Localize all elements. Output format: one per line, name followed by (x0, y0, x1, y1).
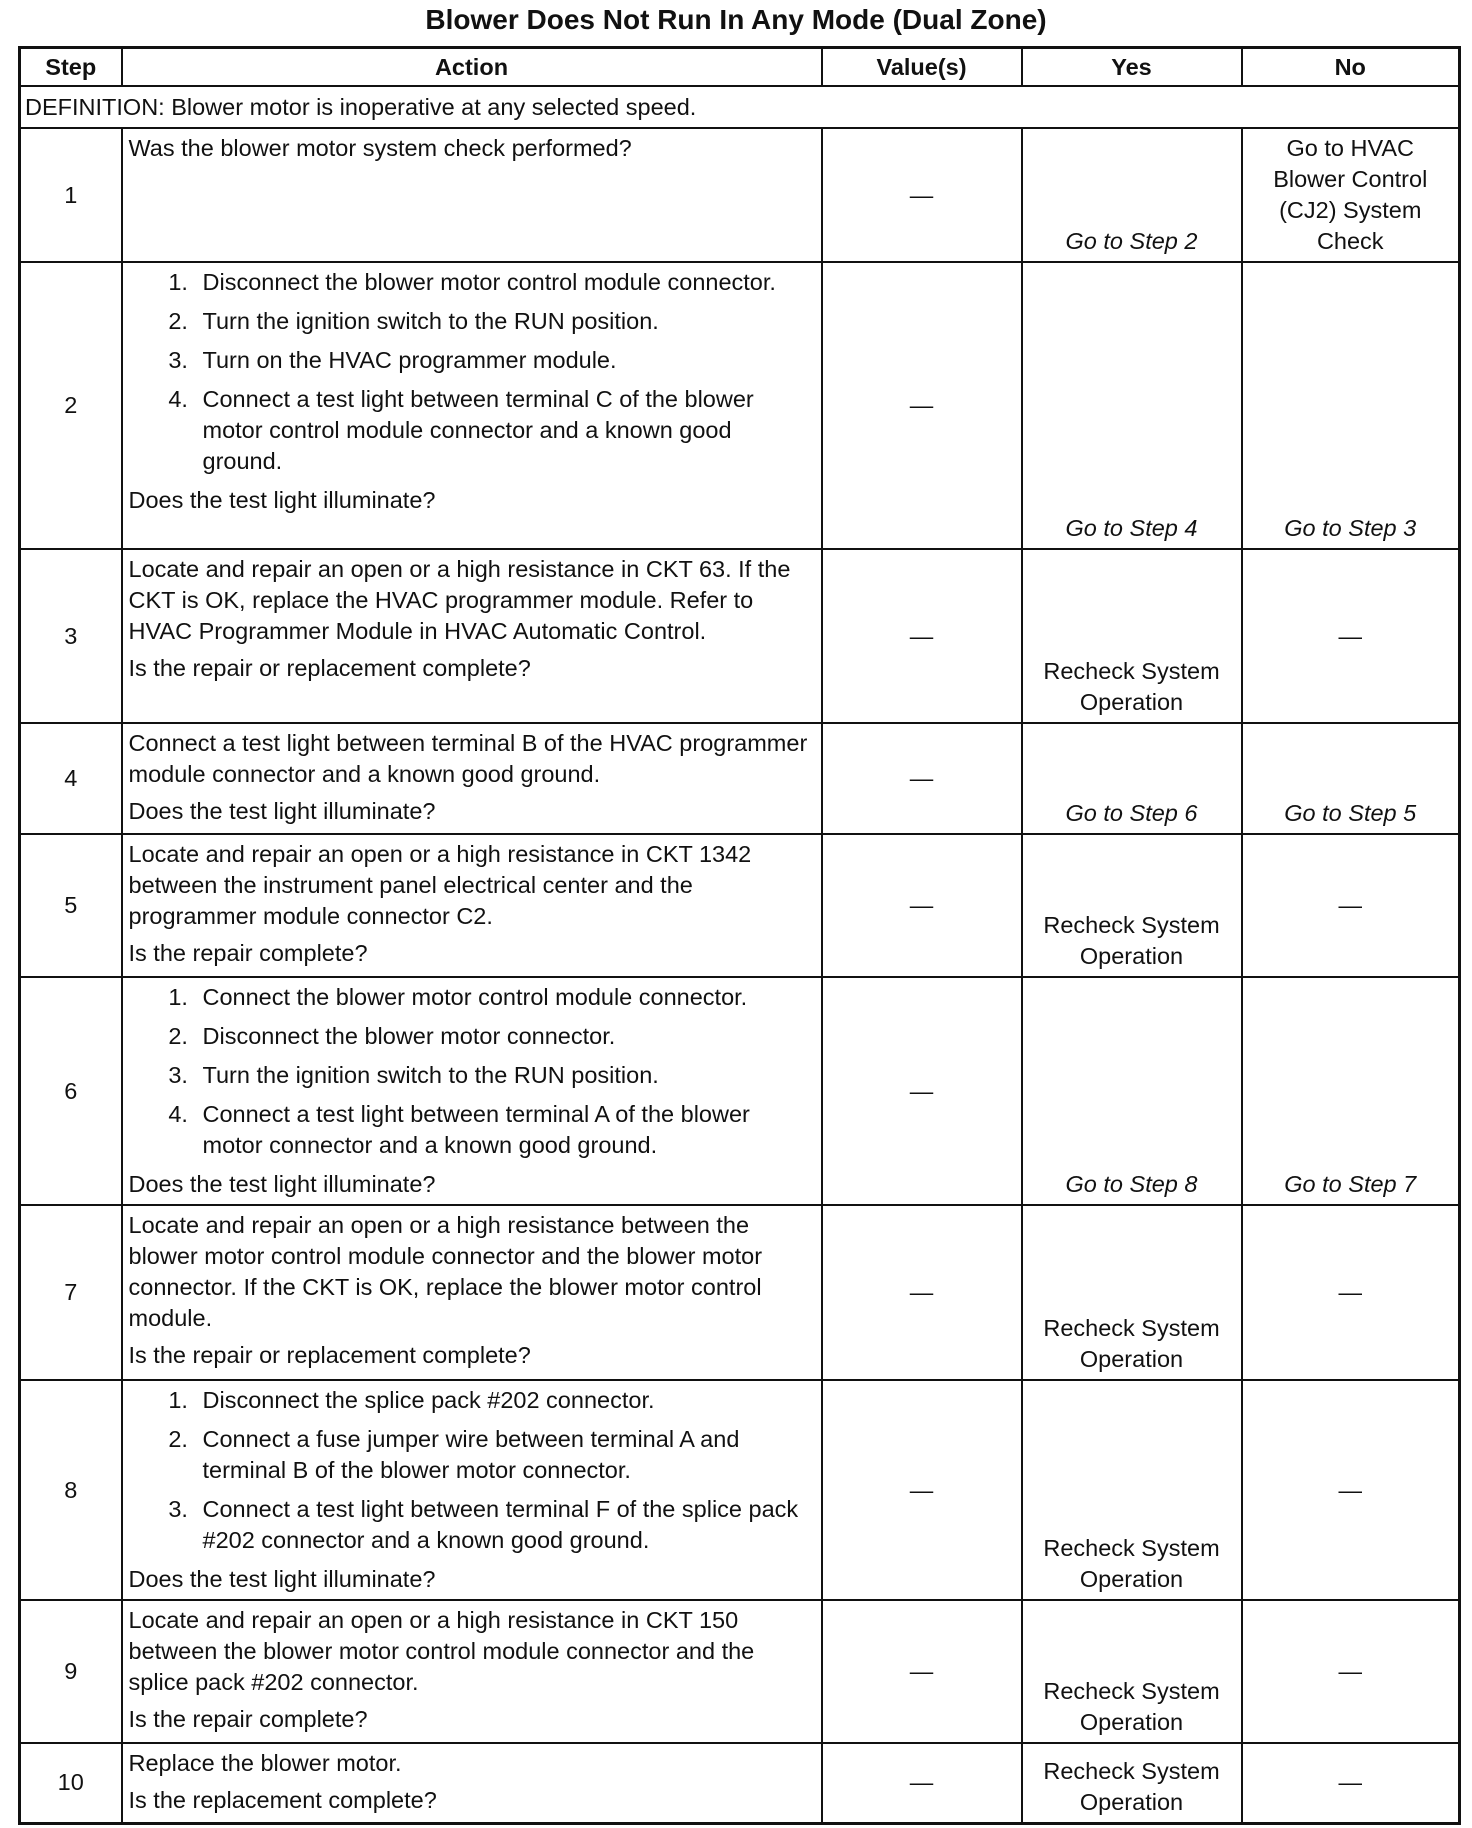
action-question: Does the test light illuminate? (128, 487, 436, 513)
table-row (20, 1743, 1460, 1823)
action-step: 2. Turn the ignition switch to the RUN position. (195, 306, 815, 337)
step-number: 8 (20, 1380, 122, 1600)
table-row (20, 1205, 1460, 1380)
yes-result: Go to Step 2 (1065, 228, 1198, 254)
action-cell (122, 1600, 822, 1743)
yes-result: Go to Step 6 (1065, 800, 1198, 826)
no-cell (1242, 128, 1460, 262)
value-cell: — (822, 977, 1022, 1205)
step-number: 1 (20, 128, 122, 262)
action-question: Does the test light illuminate? (128, 798, 436, 824)
yes-cell: Recheck System Operation (1022, 1743, 1242, 1823)
header-action: Action (122, 48, 822, 87)
action-text: Locate and repair an open or a high resistance in CKT 63. If the CKT is OK, replace the HVAC programmer module. Refer to HVAC Programmer Module in HVAC Automatic Control. (128, 556, 791, 644)
action-cell (122, 128, 822, 262)
no-cell: — (1242, 1743, 1460, 1823)
action-steps (129, 982, 815, 1161)
yes-result: Go to Step 4 (1065, 515, 1198, 541)
diagnostic-table (18, 46, 1461, 1825)
header-step: Step (20, 48, 122, 87)
action-step: 1. Disconnect the splice pack #202 connector. (195, 1385, 815, 1416)
value-cell: — (822, 1600, 1022, 1743)
no-result: Go to Step 5 (1284, 800, 1417, 826)
table-row (20, 549, 1460, 723)
action-cell (122, 977, 822, 1205)
action-question: Is the repair complete? (128, 1706, 368, 1732)
step-number: 9 (20, 1600, 122, 1743)
action-text: Replace the blower motor. (128, 1750, 402, 1776)
yes-cell: Recheck System Operation (1022, 834, 1242, 977)
no-cell: — (1242, 834, 1460, 977)
action-text: Connect a test light between terminal B of the HVAC programmer module connector and a known good ground. (128, 730, 808, 787)
action-question: Does the test light illuminate? (128, 1566, 436, 1592)
value-cell: — (822, 262, 1022, 549)
value-cell: — (822, 1743, 1022, 1823)
action-text: Locate and repair an open or a high resistance in CKT 1342 between the instrument panel electrical center and the programmer module connector C2. (128, 841, 752, 929)
value-cell: — (822, 1380, 1022, 1600)
header-values: Value(s) (822, 48, 1022, 87)
definition-text: DEFINITION: Blower motor is inoperative at any selected speed. (20, 86, 1460, 128)
action-cell (122, 1205, 822, 1380)
yes-cell (1022, 977, 1242, 1205)
step-number: 5 (20, 834, 122, 977)
table-row (20, 977, 1460, 1205)
action-question: Is the repair or replacement complete? (128, 1342, 531, 1368)
step-number: 7 (20, 1205, 122, 1380)
table-row (20, 1380, 1460, 1600)
action-steps (129, 267, 815, 477)
value-cell: — (822, 128, 1022, 262)
step-number: 2 (20, 262, 122, 549)
yes-cell: Recheck System Operation (1022, 1600, 1242, 1743)
action-step: 3. Connect a test light between terminal F of the splice pack #202 connector and a known good ground. (195, 1494, 815, 1556)
table-row (20, 723, 1460, 834)
yes-cell (1022, 723, 1242, 834)
table-row (20, 128, 1460, 262)
action-step: 3. Turn the ignition switch to the RUN position. (195, 1060, 815, 1091)
table-row (20, 1600, 1460, 1743)
no-cell (1242, 977, 1460, 1205)
no-result: Go to HVAC Blower Control (CJ2) System Check (1273, 135, 1428, 254)
yes-cell (1022, 128, 1242, 262)
no-cell: — (1242, 1380, 1460, 1600)
page-title: Blower Does Not Run In Any Mode (Dual Zone) (425, 4, 1047, 35)
yes-cell: Recheck System Operation (1022, 1205, 1242, 1380)
step-number: 4 (20, 723, 122, 834)
table-row (20, 262, 1460, 549)
value-cell: — (822, 1205, 1022, 1380)
value-cell: — (822, 834, 1022, 977)
action-step: 4. Connect a test light between terminal A of the blower motor connector and a known good ground. (195, 1099, 815, 1161)
action-cell (122, 723, 822, 834)
yes-cell (1022, 262, 1242, 549)
action-text: Locate and repair an open or a high resistance in CKT 150 between the blower motor control module connector and the splice pack #202 connector. (128, 1607, 755, 1695)
yes-cell: Recheck System Operation (1022, 1380, 1242, 1600)
action-cell (122, 834, 822, 977)
value-cell: — (822, 549, 1022, 723)
action-steps (129, 1385, 815, 1556)
action-question: Is the repair complete? (128, 940, 368, 966)
yes-result: Go to Step 8 (1065, 1171, 1198, 1197)
no-cell: — (1242, 1600, 1460, 1743)
step-number: 6 (20, 977, 122, 1205)
action-step: 1. Connect the blower motor control module connector. (195, 982, 815, 1013)
action-step: 4. Connect a test light between terminal C of the blower motor control module connector and a known good ground. (195, 384, 815, 477)
action-cell (122, 1380, 822, 1600)
action-cell (122, 262, 822, 549)
action-cell (122, 1743, 822, 1823)
header-no: No (1242, 48, 1460, 87)
action-question: Does the test light illuminate? (128, 1171, 436, 1197)
definition-row (20, 86, 1460, 128)
action-cell (122, 549, 822, 723)
no-result: Go to Step 7 (1284, 1171, 1417, 1197)
no-cell (1242, 723, 1460, 834)
yes-cell: Recheck System Operation (1022, 549, 1242, 723)
action-step: 1. Disconnect the blower motor control module connector. (195, 267, 815, 298)
action-step: 3. Turn on the HVAC programmer module. (195, 345, 815, 376)
table-header-row (20, 48, 1460, 87)
action-text: Locate and repair an open or a high resistance between the blower motor control module connector and the blower motor connector. If the CKT is OK, replace the blower motor control module. (128, 1212, 763, 1331)
header-yes: Yes (1022, 48, 1242, 87)
step-number: 3 (20, 549, 122, 723)
action-text: Was the blower motor system check performed? (128, 135, 632, 161)
no-cell: — (1242, 1205, 1460, 1380)
action-step: 2. Connect a fuse jumper wire between terminal A and terminal B of the blower motor connector. (195, 1424, 815, 1486)
action-step: 2. Disconnect the blower motor connector. (195, 1021, 815, 1052)
no-result: Go to Step 3 (1284, 515, 1417, 541)
action-question: Is the repair or replacement complete? (128, 655, 531, 681)
no-cell (1242, 262, 1460, 549)
action-question: Is the replacement complete? (128, 1787, 437, 1813)
no-cell: — (1242, 549, 1460, 723)
table-row (20, 834, 1460, 977)
step-number: 10 (20, 1743, 122, 1823)
value-cell: — (822, 723, 1022, 834)
